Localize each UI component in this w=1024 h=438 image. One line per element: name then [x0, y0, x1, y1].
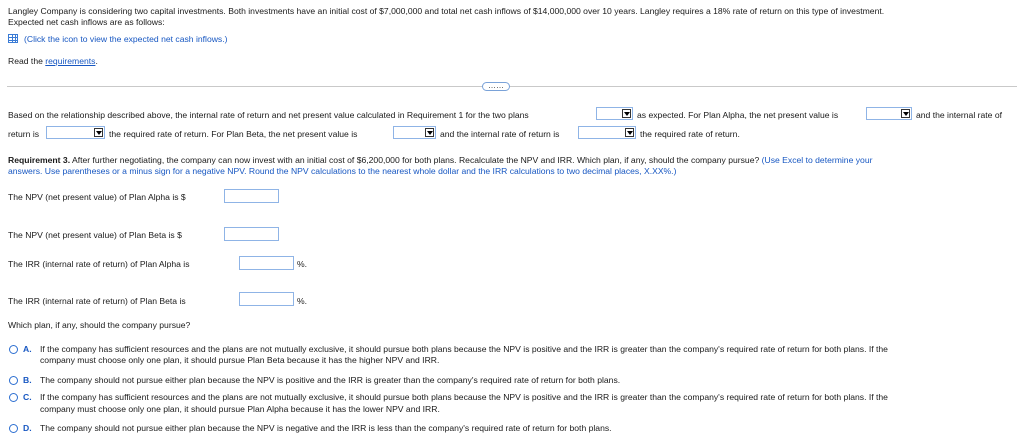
relationship-text-5: the required rate of return. For Plan Beta, the net present value is	[109, 129, 358, 139]
option-b-radio[interactable]	[9, 376, 18, 385]
npv-alpha-label: The NPV (net present value) of Plan Alpha is $	[8, 192, 186, 202]
option-a-letter: A.	[23, 344, 32, 354]
relationship-text-4: return is	[8, 129, 40, 139]
option-a-radio[interactable]	[9, 345, 18, 354]
option-b-letter: B.	[23, 375, 32, 385]
irr-alpha-label: The IRR (internal rate of return) of Plan Alpha is	[8, 259, 190, 269]
npv-alpha-input[interactable]	[224, 189, 279, 203]
which-plan-question: Which plan, if any, should the company pursue?	[8, 320, 191, 330]
read-prefix: Read the	[8, 56, 46, 66]
plans-relationship-dropdown[interactable]	[596, 107, 633, 120]
chevron-down-icon	[94, 128, 103, 137]
option-a-line-1[interactable]: If the company has sufficient resources and the plans are not mutually exclusive, it should pursue both plans because the NPV is positive and the IRR is greater than the company's required rate of return for both plans. If the	[40, 344, 888, 354]
irr-alpha-percent: %.	[297, 259, 308, 269]
alpha-irr-dropdown[interactable]	[46, 126, 105, 139]
npv-beta-label: The NPV (net present value) of Plan Beta is $	[8, 230, 182, 240]
requirement-3-label: Requirement 3.	[8, 155, 71, 165]
irr-alpha-input[interactable]	[239, 256, 294, 270]
option-c-line-1[interactable]: If the company has sufficient resources and the plans are not mutually exclusive, it should pursue both plans because the NPV is positive and the IRR is greater than the company's required rate of return for both plans. If the	[40, 392, 888, 402]
expand-button[interactable]: ……	[482, 82, 510, 91]
option-d-radio[interactable]	[9, 424, 18, 433]
relationship-text-1: Based on the relationship described above, the internal rate of return and net present value calculated in Requirement 1 for the two plans	[8, 110, 529, 120]
beta-irr-dropdown[interactable]	[578, 126, 636, 139]
read-suffix: .	[95, 56, 98, 66]
npv-beta-input[interactable]	[224, 227, 279, 241]
option-c-letter: C.	[23, 392, 32, 402]
irr-beta-percent: %.	[297, 296, 308, 306]
view-cash-inflows-link[interactable]: (Click the icon to view the expected net cash inflows.)	[24, 34, 228, 44]
requirement-3-help-2: answers. Use parentheses or a minus sign for a negative NPV. Round the NPV calculations to the nearest whole dollar and the IRR calculations to two decimal places, X.XX%.)	[8, 166, 677, 176]
option-d-line-1[interactable]: The company should not pursue either plan because the NPV is negative and the IRR is less than the company's required rate of return for both plans.	[40, 423, 612, 433]
option-a-line-2[interactable]: company must choose only one plan, it should pursue Plan Beta because it has the higher NPV and IRR.	[40, 355, 440, 365]
beta-npv-dropdown[interactable]	[393, 126, 436, 139]
chevron-down-icon	[901, 109, 910, 118]
chevron-down-icon	[625, 128, 634, 137]
requirement-3-help-1: (Use Excel to determine your	[759, 155, 873, 165]
relationship-text-6: and the internal rate of return is	[440, 129, 560, 139]
intro-line-2: Expected net cash inflows are as follows:	[8, 17, 165, 27]
option-c-line-2[interactable]: company must choose only one plan, it should pursue Plan Alpha because it has the lower NPV and IRR.	[40, 404, 440, 414]
chevron-down-icon	[622, 109, 631, 118]
option-d-letter: D.	[23, 423, 32, 433]
requirements-link[interactable]: requirements	[45, 56, 96, 66]
irr-beta-input[interactable]	[239, 292, 294, 306]
requirement-3-text: After further negotiating, the company can now invest with an initial cost of $6,200,000 for both plans. Recalculate the NPV and IRR. Which plan, if any, should the company pursue?	[70, 155, 760, 165]
relationship-text-2: as expected. For Plan Alpha, the net present value is	[637, 110, 839, 120]
option-c-radio[interactable]	[9, 393, 18, 402]
chevron-down-icon	[425, 128, 434, 137]
section-divider	[7, 86, 1017, 87]
relationship-text-3: and the internal rate of	[916, 110, 1002, 120]
irr-beta-label: The IRR (internal rate of return) of Plan Beta is	[8, 296, 186, 306]
alpha-npv-dropdown[interactable]	[866, 107, 912, 120]
option-b-line-1[interactable]: The company should not pursue either plan because the NPV is positive and the IRR is greater than the company's required rate of return for both plans.	[40, 375, 621, 385]
intro-line-1: Langley Company is considering two capital investments. Both investments have an initial cost of $7,000,000 and total net cash inflows of $14,000,000 over 10 years. Langley requires a 18% rate of return on this type of investment.	[8, 6, 885, 16]
relationship-text-7: the required rate of return.	[640, 129, 740, 139]
read-requirements	[8, 56, 98, 66]
requirement-3	[8, 155, 872, 165]
table-icon[interactable]	[8, 34, 18, 43]
